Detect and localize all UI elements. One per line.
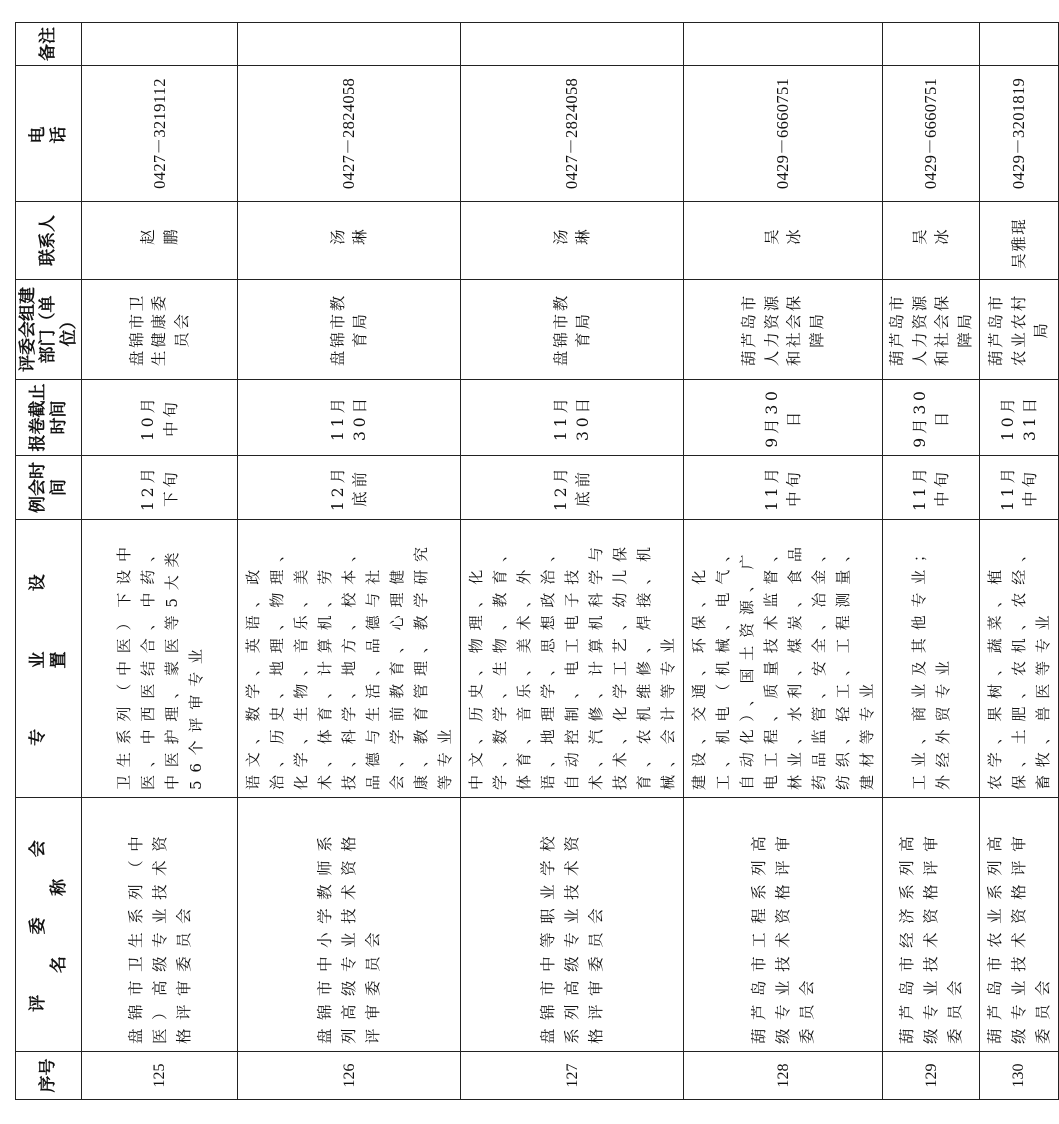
header-meeting: 例会时间 [16,456,82,520]
cell-contact: 吴雅琨 [980,202,1059,280]
cell-dept: 葫芦岛市农业农村局 [980,280,1059,380]
cell-no: 128 [684,1052,883,1100]
cell-remark [238,23,461,66]
cell-deadline: 11月30日 [238,380,461,456]
cell-dept: 盘锦市卫生健康委员会 [82,280,238,380]
cell-contact: 汤琳 [238,202,461,280]
cell-phone: 0429－3201819 [980,66,1059,202]
cell-name: 葫芦岛市农业系列高级专业技术资格评审委员会 [980,798,1059,1052]
cell-meeting: 12月下旬 [82,456,238,520]
cell-deadline: 10月中旬 [82,380,238,456]
header-no: 序号 [16,1052,82,1100]
table-row [238,23,461,1100]
cell-name: 盘锦市卫生系列（中医）高级专业技术资格评审委员会 [82,798,238,1052]
header-remark: 备注 [16,23,82,66]
cell-remark [684,23,883,66]
cell-major: 建设、交通、环保、化工、机电（机械、电气、自动化）、国土资源、广电工程、质量技术监督、林业、水利、煤炭、食品药品监管、安全、冶金、纺织、轻工、工程测量、建材等专业 [684,520,883,798]
cell-name: 葫芦岛市工程系列高级专业技术资格评审委员会 [684,798,883,1052]
cell-meeting: 12月底前 [461,456,684,520]
cell-phone: 0429－6660751 [883,66,980,202]
cell-deadline: 11月30日 [461,380,684,456]
cell-dept: 葫芦岛市人力资源和社会保障局 [684,280,883,380]
cell-contact: 吴冰 [684,202,883,280]
cell-major: 卫生系列（中医）下设中医、中西医结合、中药、中医护理、蒙医等5大类56个评审专业 [82,520,238,798]
table-row [684,23,883,1100]
header-dept: 评委会组建部门（单位） [16,280,82,380]
cell-no: 129 [883,1052,980,1100]
cell-remark [980,23,1059,66]
cell-deadline: 9月30日 [684,380,883,456]
cell-no: 130 [980,1052,1059,1100]
cell-phone: 0427－2824058 [238,66,461,202]
cell-remark [461,23,684,66]
cell-meeting: 12月底前 [238,456,461,520]
cell-no: 125 [82,1052,238,1100]
header-major: 专 业 设 置 [16,520,82,798]
cell-dept: 盘锦市教育局 [461,280,684,380]
cell-dept: 葫芦岛市人力资源和社会保障局 [883,280,980,380]
cell-contact: 赵鹏 [82,202,238,280]
cell-meeting: 11月中旬 [684,456,883,520]
header-contact: 联系人 [16,202,82,280]
cell-remark [883,23,980,66]
cell-major: 农学、果树、蔬菜、植保、土肥、农机、农经、畜牧、兽医等专业 [980,520,1059,798]
table-row [883,23,980,1100]
header-name: 评 委 会 名 称 [16,798,82,1052]
cell-major: 语文、数学、英语、政治、历史、地理、物理、化学、生物、音乐、美术、体育、计算机、劳技、科学、地方、校本、品德与生活、品德与社会、学前教育、心理健康、教育管理、教学研究等专业 [238,520,461,798]
table-row [980,23,1059,1100]
cell-meeting: 11月中旬 [883,456,980,520]
table-row [461,23,684,1100]
cell-contact: 汤琳 [461,202,684,280]
header-row [16,23,82,1100]
cell-no: 127 [461,1052,684,1100]
cell-phone: 0429－6660751 [684,66,883,202]
cell-phone: 0427－3219112 [82,66,238,202]
cell-contact: 吴冰 [883,202,980,280]
table-row [82,23,238,1100]
cell-major: 中文、历史、物理、化学、数学、生物、教育、体育、音乐、美术、外语、地理学、思想政治、自动控制、电工电子技术、汽修、计算机科学与技术、化学工艺、幼儿保育、农机维修、焊接、机械、会计等专业 [461,520,684,798]
cell-deadline: 9月30日 [883,380,980,456]
header-deadline: 报卷截止时间 [16,380,82,456]
header-phone: 电 话 [16,66,82,202]
cell-name: 盘锦市中小学教师系列高级专业技术资格评审委员会 [238,798,461,1052]
committee-table [15,22,1059,1100]
cell-no: 126 [238,1052,461,1100]
cell-deadline: 10月31日 [980,380,1059,456]
cell-dept: 盘锦市教育局 [238,280,461,380]
cell-name: 葫芦岛市经济系列高级专业技术资格评审委员会 [883,798,980,1052]
cell-major: 工业、商业及其他专业；外经外贸专业 [883,520,980,798]
cell-name: 盘锦市中等职业学校系列高级专业技术资格评审委员会 [461,798,684,1052]
cell-phone: 0427－2824058 [461,66,684,202]
cell-remark [82,23,238,66]
cell-meeting: 11月中旬 [980,456,1059,520]
